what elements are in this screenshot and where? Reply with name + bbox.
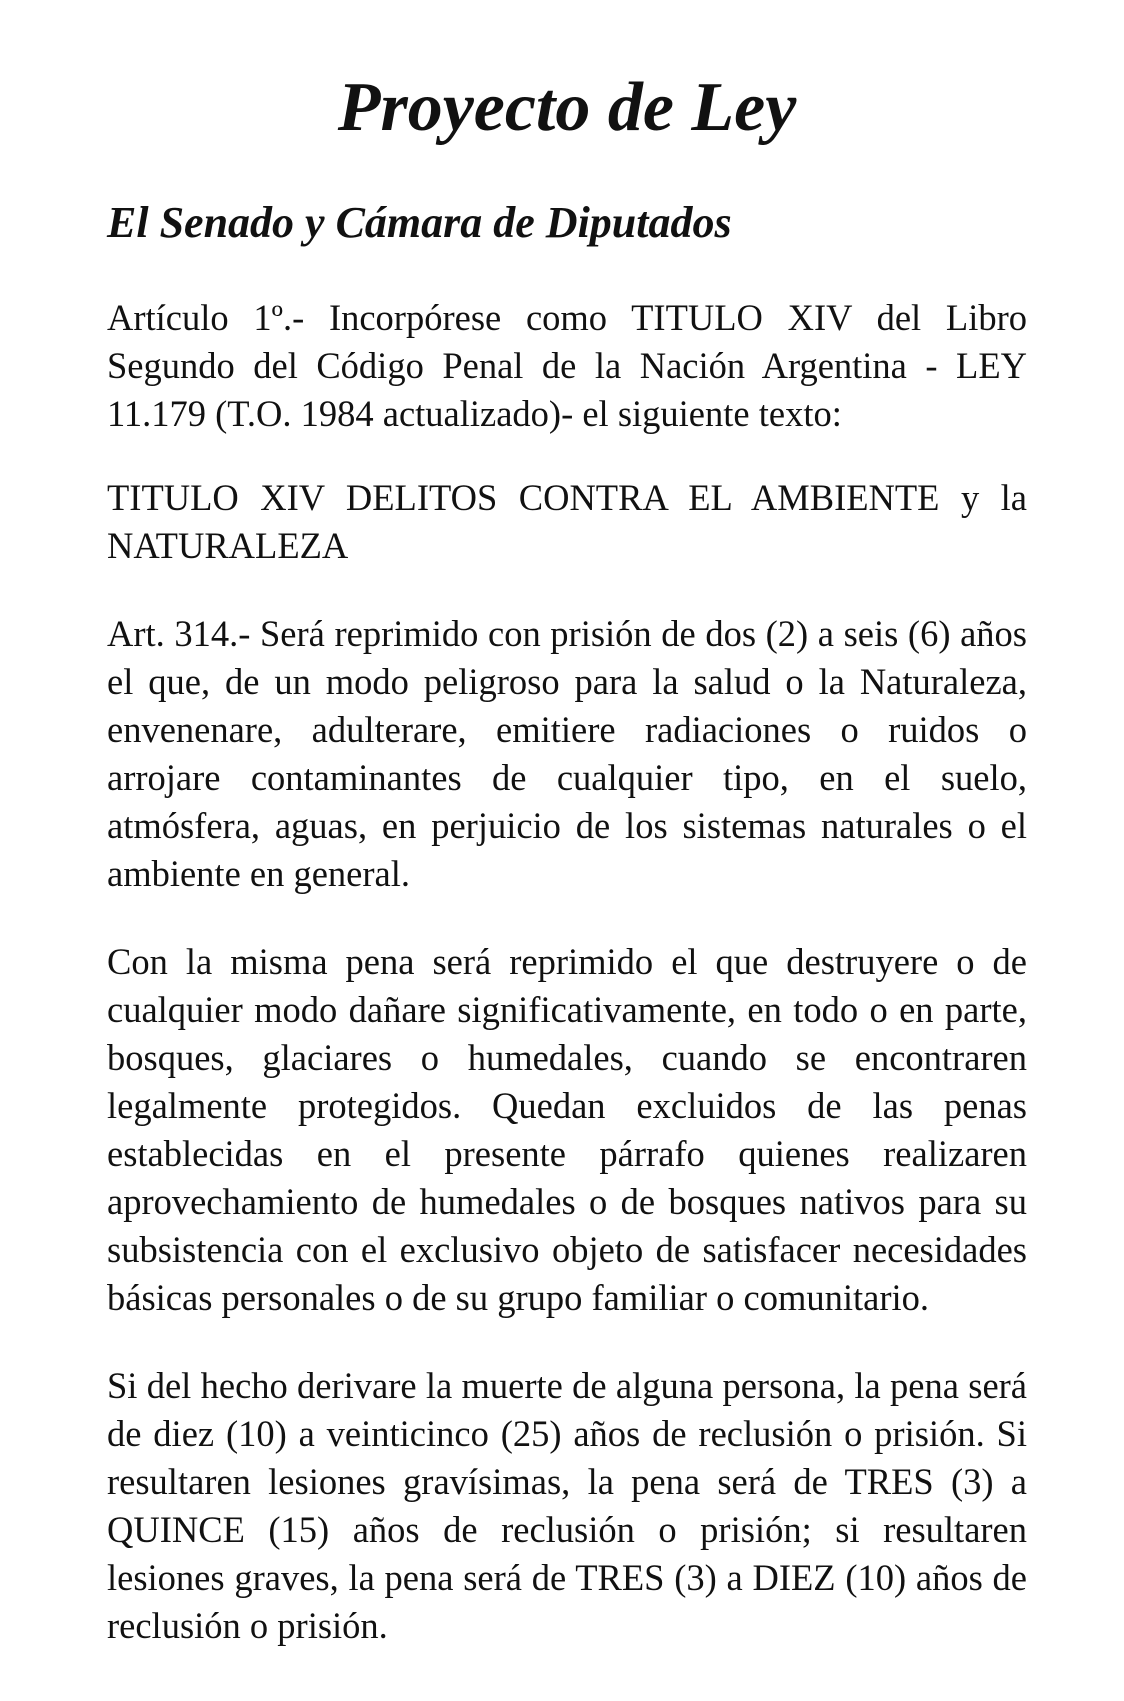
paragraph-article-1: Artículo 1º.- Incorpórese como TITULO XIV del Libro Segundo del Código Penal de la Nación Argentina - LEY 11.179 (T.O. 1984 actualizado)- el siguiente texto: [107,297,1027,434]
document-subtitle: El Senado y Cámara de Diputados [107,198,732,247]
paragraph-muerte-persona: Si del hecho derivare la muerte de alguna persona, la pena será de diez (10) a veinticinco (25) años de reclusión o prisión. Si resultaren lesiones gravísimas, la pena será de TRES (3) a QUINCE (15) años de reclusión o prisión; si resultaren lesiones graves, la pena será de TRES (3) a DIEZ (10) años de reclusión o prisión. [107,1365,1027,1646]
paragraph-article-314: Art. 314.- Será reprimido con prisión de dos (2) a seis (6) años el que, de un modo peligroso para la salud o la Naturaleza, envenenare, adulterare, emitiere radiaciones o ruidos o arrojare contaminantes de cualquier tipo, en el suelo, atmósfera, aguas, en perjuicio de los sistemas naturales o el ambiente en general. [107,613,1027,894]
document-title: Proyecto de Ley [337,69,797,146]
paragraph-misma-pena: Con la misma pena será reprimido el que destruyere o de cualquier modo dañare significativamente, en todo o en parte, bosques, glaciares o humedales, cuando se encontraren legalmente protegidos. Quedan excluidos de las penas establecidas en el presente párrafo quienes realizaren aprovechamiento de humedales o de bosques nativos para su subsistencia con el exclusivo objeto de satisfacer necesidades básicas personales o de su grupo familiar o comunitario. [107,941,1027,1318]
document-body [107,294,1027,1694]
paragraph-titulo-xiv: TITULO XIV DELITOS CONTRA EL AMBIENTE y la NATURALEZA [107,477,1027,566]
